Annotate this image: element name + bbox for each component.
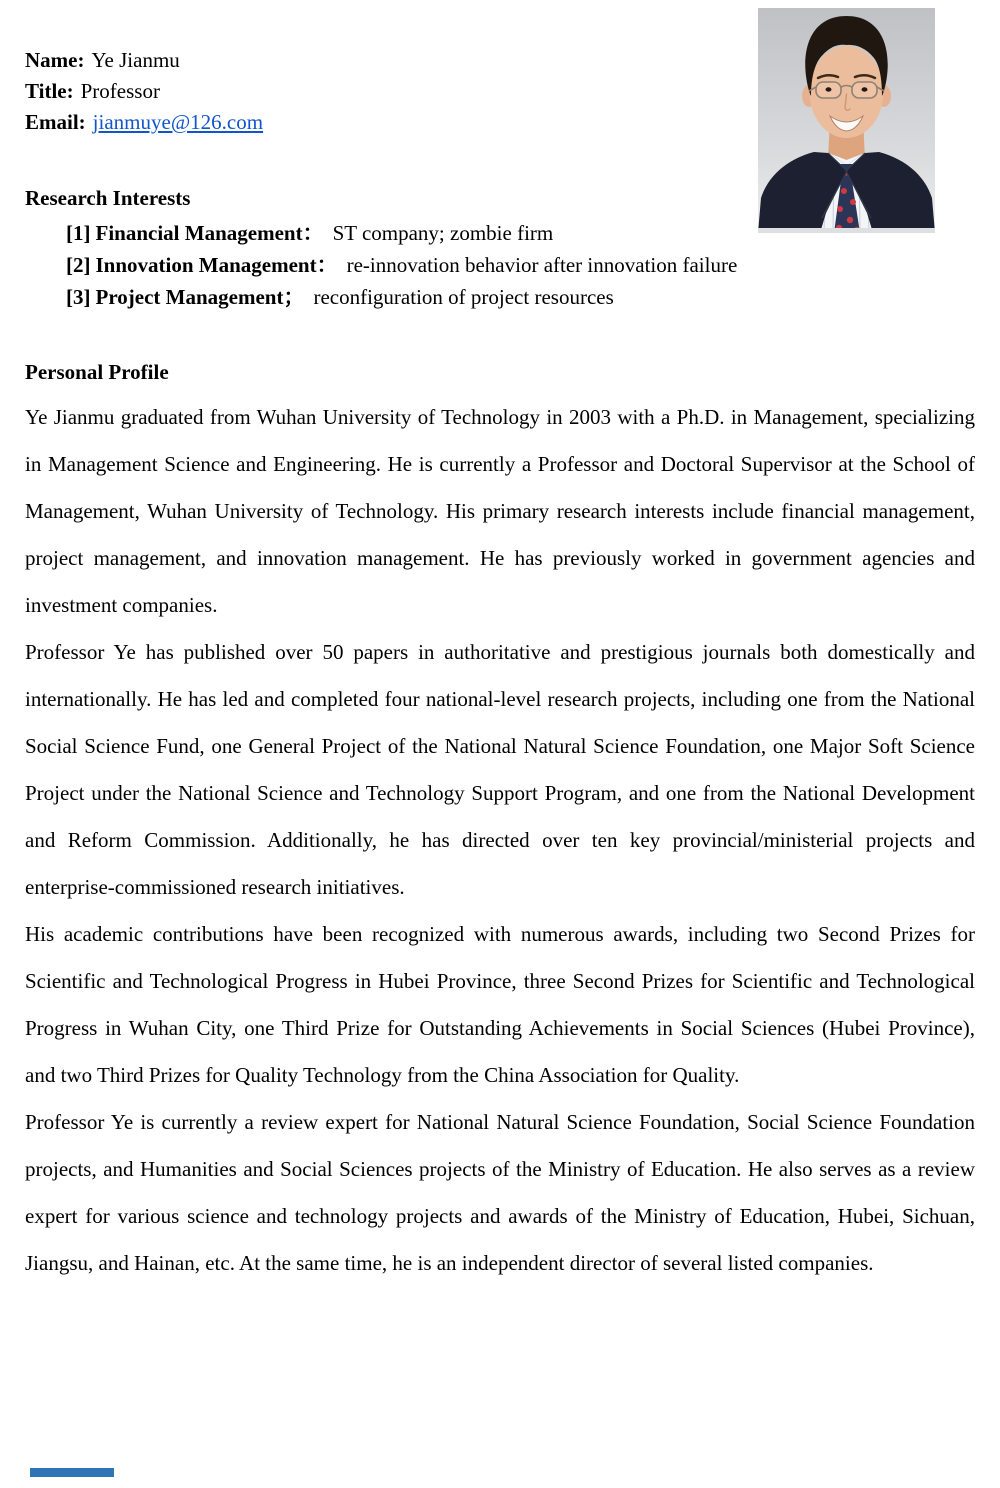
profile-paragraph: Professor Ye is currently a review expert for National Natural Science Foundation, Social Science Foundation projects, and Humanities and Social Sciences projects of the Ministry of Education. He also serves as a review expert for various science and technology projects and awards of the Ministry of Education, Hubei, Sichuan, Jiangsu, and Hainan, etc. At the same time, he is an independent director of several listed companies. <box>25 1110 975 1275</box>
research-item-field: Innovation Management： <box>95 253 338 277</box>
personal-profile-body <box>25 394 975 1287</box>
research-item-desc: re-innovation behavior after innovation failure <box>346 253 738 277</box>
research-interest-item <box>25 281 975 313</box>
portrait-photo <box>758 8 935 233</box>
name-value: Ye Jianmu <box>91 48 180 72</box>
name-label: Name: <box>25 48 85 72</box>
page-bottom-accent-bar <box>30 1468 114 1477</box>
profile-paragraph: His academic contributions have been recognized with numerous awards, including two Second Prizes for Scientific and Technological Progress in Hubei Province, three Second Prizes for Scientific and Technological Progress in Wuhan City, one Third Prize for Outstanding Achievements in Social Sciences (Hubei Province), and two Third Prizes for Quality Technology from the China Association for Quality. <box>25 922 975 1087</box>
research-interests-heading: Research Interests <box>25 186 191 210</box>
research-item-index: [1] <box>66 221 91 245</box>
title-value: Professor <box>80 79 160 103</box>
research-item-index: [3] <box>66 285 91 309</box>
email-link[interactable]: jianmuye@126.com <box>92 110 264 134</box>
research-item-field: Project Management； <box>95 285 305 309</box>
email-label: Email: <box>25 110 86 134</box>
profile-paragraph: Ye Jianmu graduated from Wuhan University of Technology in 2003 with a Ph.D. in Management, specializing in Management Science and Engineering. He is currently a Professor and Doctoral Supervisor at the School of Management, Wuhan University of Technology. His primary research interests include financial management, project management, and innovation management. He has previously worked in government agencies and investment companies. <box>25 405 975 617</box>
personal-profile-heading: Personal Profile <box>25 360 169 384</box>
research-item-desc: reconfiguration of project resources <box>313 285 614 309</box>
research-interest-item <box>25 249 975 281</box>
research-item-index: [2] <box>66 253 91 277</box>
portrait-illustration <box>758 8 935 233</box>
research-item-desc: ST company; zombie firm <box>332 221 554 245</box>
title-label: Title: <box>25 79 74 103</box>
profile-paragraph: Professor Ye has published over 50 papers in authoritative and prestigious journals both domestically and internationally. He has led and completed four national-level research projects, including one from the National Social Science Fund, one General Project of the National Natural Science Foundation, one Major Soft Science Project under the National Science and Technology Support Program, and one from the National Development and Reform Commission. Additionally, he has directed over ten key provincial/ministerial projects and enterprise-commissioned research initiatives. <box>25 640 975 899</box>
research-item-field: Financial Management： <box>95 221 324 245</box>
